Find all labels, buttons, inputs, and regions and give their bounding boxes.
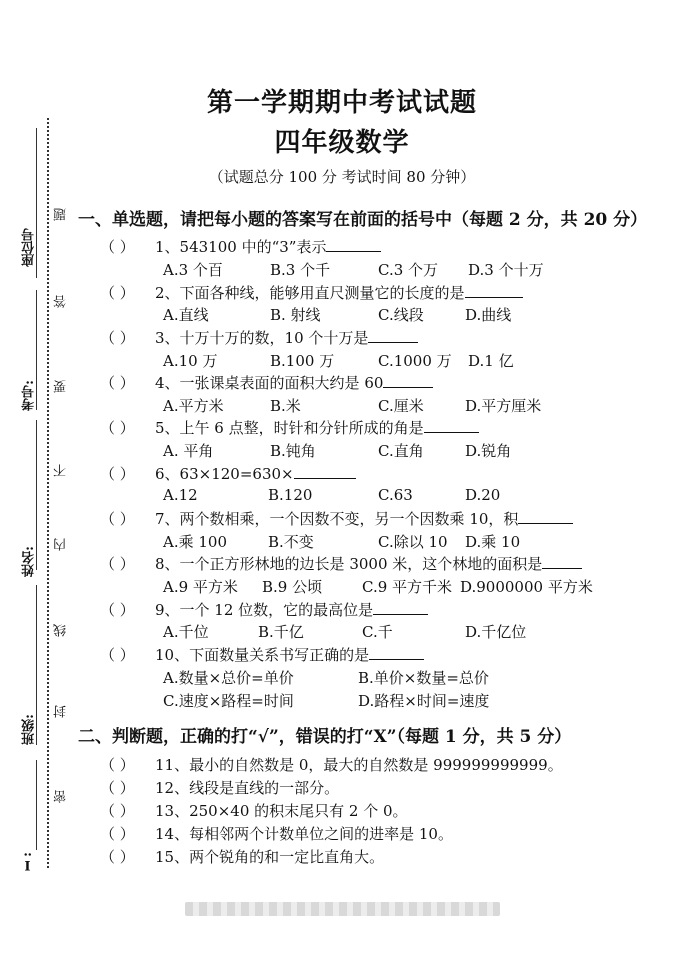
exam-info: （试题总分 100 分 考试时间 80 分钟） (208, 168, 476, 186)
answer-paren[interactable]: （ ） (100, 238, 135, 256)
option-a: A.直线 (163, 306, 209, 324)
fill-blank[interactable] (465, 283, 523, 298)
question-text: 2、下面各种线，能够用直尺测量它的长度的是 (155, 284, 465, 302)
answer-paren[interactable]: （ ） (100, 555, 135, 573)
fill-blank[interactable] (518, 509, 573, 524)
question-14 (100, 823, 453, 844)
option-b: B.千亿 (258, 623, 304, 641)
fill-blank[interactable] (294, 464, 356, 479)
option-b: B.100 万 (270, 352, 335, 370)
question-15 (100, 846, 384, 867)
seal-char: 密 (54, 790, 69, 803)
question-text: 11、最小的自然数是 0，最大的自然数是 999999999999。 (155, 756, 563, 774)
option-b: B.单价×数量=总价 (358, 669, 489, 687)
seal-char: 封 (54, 705, 69, 718)
question-text: 7、两个数相乘，一个因数不变，另一个因数乘 10，积 (155, 510, 519, 528)
question-12 (100, 777, 339, 798)
option-a: A.平方米 (163, 397, 224, 415)
question-10 (100, 644, 424, 665)
seal-char: 线 (54, 624, 69, 637)
option-c: C.63 (378, 486, 413, 504)
id-line (36, 290, 37, 410)
option-a: A.千位 (163, 623, 209, 641)
question-text: 6、63×120=630× (155, 465, 294, 483)
question-text: 15、两个锐角的和一定比直角大。 (155, 848, 385, 866)
answer-paren[interactable]: （ ） (100, 284, 135, 302)
option-c: C.3 个万 (378, 261, 439, 279)
option-d: D.20 (465, 486, 501, 504)
answer-paren[interactable]: （ ） (100, 329, 135, 347)
option-a: A.乘 100 (163, 533, 227, 551)
option-d: D.平方厘米 (465, 397, 542, 415)
option-d: D.锐角 (465, 442, 512, 460)
margin-class-label: 班级: (22, 714, 37, 745)
question-11 (100, 754, 563, 775)
option-b: B.不变 (268, 533, 314, 551)
question-1 (100, 236, 381, 257)
option-a: A.10 万 (163, 352, 218, 370)
binding-dotted-line (47, 118, 49, 868)
option-d: D.路程×时间=速度 (358, 692, 490, 710)
answer-paren[interactable]: （ ） (100, 419, 135, 437)
school-line (36, 760, 37, 850)
question-8 (100, 553, 582, 574)
question-text: 5、上午 6 点整，时针和分针所成的角是 (155, 419, 424, 437)
question-text: 13、250×40 的积末尾只有 2 个 0。 (155, 802, 408, 820)
option-b: B.120 (268, 486, 313, 504)
option-b: B.3 个千 (270, 261, 331, 279)
question-13 (100, 800, 408, 821)
option-d: D.乘 10 (465, 533, 521, 551)
fill-blank[interactable] (326, 237, 381, 252)
question-4 (100, 372, 433, 393)
answer-paren[interactable]: （ ） (100, 756, 135, 774)
option-d: D.千亿位 (465, 623, 527, 641)
answer-paren[interactable]: （ ） (100, 510, 135, 528)
question-text: 1、543100 中的“3”表示 (155, 238, 327, 256)
page-title: 第一学期期中考试试题 (206, 88, 477, 118)
section2-title: 二、判断题，正确的打“√”，错误的打“X”（每题 1 分，共 5 分） (78, 727, 572, 747)
answer-paren[interactable]: （ ） (100, 374, 135, 392)
option-c: C.线段 (378, 306, 424, 324)
option-a: A.3 个百 (163, 261, 223, 279)
grade-title: 四年级数学 (274, 128, 410, 158)
fill-blank[interactable] (369, 645, 424, 660)
question-5 (100, 417, 479, 438)
seal-char: 题 (54, 208, 69, 221)
option-b: B.米 (270, 397, 301, 415)
option-c: C.除以 10 (378, 533, 448, 551)
margin-id-label: 考号: (22, 380, 37, 411)
seal-char: 不 (54, 464, 69, 477)
option-a: A.12 (163, 486, 198, 504)
option-c: C.千 (362, 623, 393, 641)
question-3 (100, 327, 418, 348)
margin-school-label: Ⅰ: (20, 852, 35, 872)
question-text: 10、下面数量关系书写正确的是 (155, 646, 370, 664)
option-b: B. 射线 (270, 306, 321, 324)
answer-paren[interactable]: （ ） (100, 825, 135, 843)
section1-title: 一、单选题，请把每小题的答案写在前面的括号中（每题 2 分，共 20 分） (78, 210, 648, 230)
option-c: C.厘米 (378, 397, 424, 415)
question-9 (100, 599, 428, 620)
question-text: 3、十万十万的数，10 个十万是 (155, 329, 369, 347)
answer-paren[interactable]: （ ） (100, 646, 135, 664)
margin-seat-label: 座位号 (22, 228, 37, 267)
name-line (36, 420, 37, 570)
question-text: 12、线段是直线的一部分。 (155, 779, 340, 797)
seal-char: 要 (54, 380, 69, 393)
option-b: B.钝角 (270, 442, 316, 460)
answer-paren[interactable]: （ ） (100, 802, 135, 820)
seal-char: 答 (54, 295, 69, 308)
answer-paren[interactable]: （ ） (100, 779, 135, 797)
option-d: D.3 个十万 (468, 261, 544, 279)
option-c: C.速度×路程=时间 (163, 692, 294, 710)
fill-blank[interactable] (368, 328, 418, 343)
question-text: 9、一个 12 位数，它的最高位是 (155, 601, 374, 619)
fill-blank[interactable] (383, 373, 433, 388)
option-d: D.曲线 (465, 306, 512, 324)
answer-paren[interactable]: （ ） (100, 848, 135, 866)
margin-name-label: 姓名: (22, 546, 37, 577)
option-d: D.1 亿 (468, 352, 514, 370)
class-line (36, 585, 37, 745)
fill-blank[interactable] (424, 418, 479, 433)
seal-char: 内 (54, 538, 69, 551)
question-6 (100, 463, 356, 484)
fill-blank[interactable] (542, 554, 582, 569)
option-d: D.9000000 平方米 (460, 578, 593, 596)
answer-paren[interactable]: （ ） (100, 465, 135, 483)
question-text: 4、一张课桌表面的面积大约是 60 (155, 374, 384, 392)
option-c: C.直角 (378, 442, 424, 460)
question-7 (100, 508, 573, 529)
question-text: 8、一个正方形林地的边长是 3000 米，这个林地的面积是 (155, 555, 543, 573)
option-a: A.数量×总价=单价 (163, 669, 294, 687)
option-b: B.9 公顷 (262, 578, 323, 596)
fill-blank[interactable] (373, 600, 428, 615)
question-2 (100, 282, 523, 303)
option-a: A. 平角 (163, 442, 214, 460)
question-text: 14、每相邻两个计数单位之间的进率是 10。 (155, 825, 453, 843)
blurred-footer (185, 902, 500, 916)
option-c: C.9 平方千米 (362, 578, 453, 596)
option-a: A.9 平方米 (163, 578, 238, 596)
option-c: C.1000 万 (378, 352, 452, 370)
answer-paren[interactable]: （ ） (100, 601, 135, 619)
